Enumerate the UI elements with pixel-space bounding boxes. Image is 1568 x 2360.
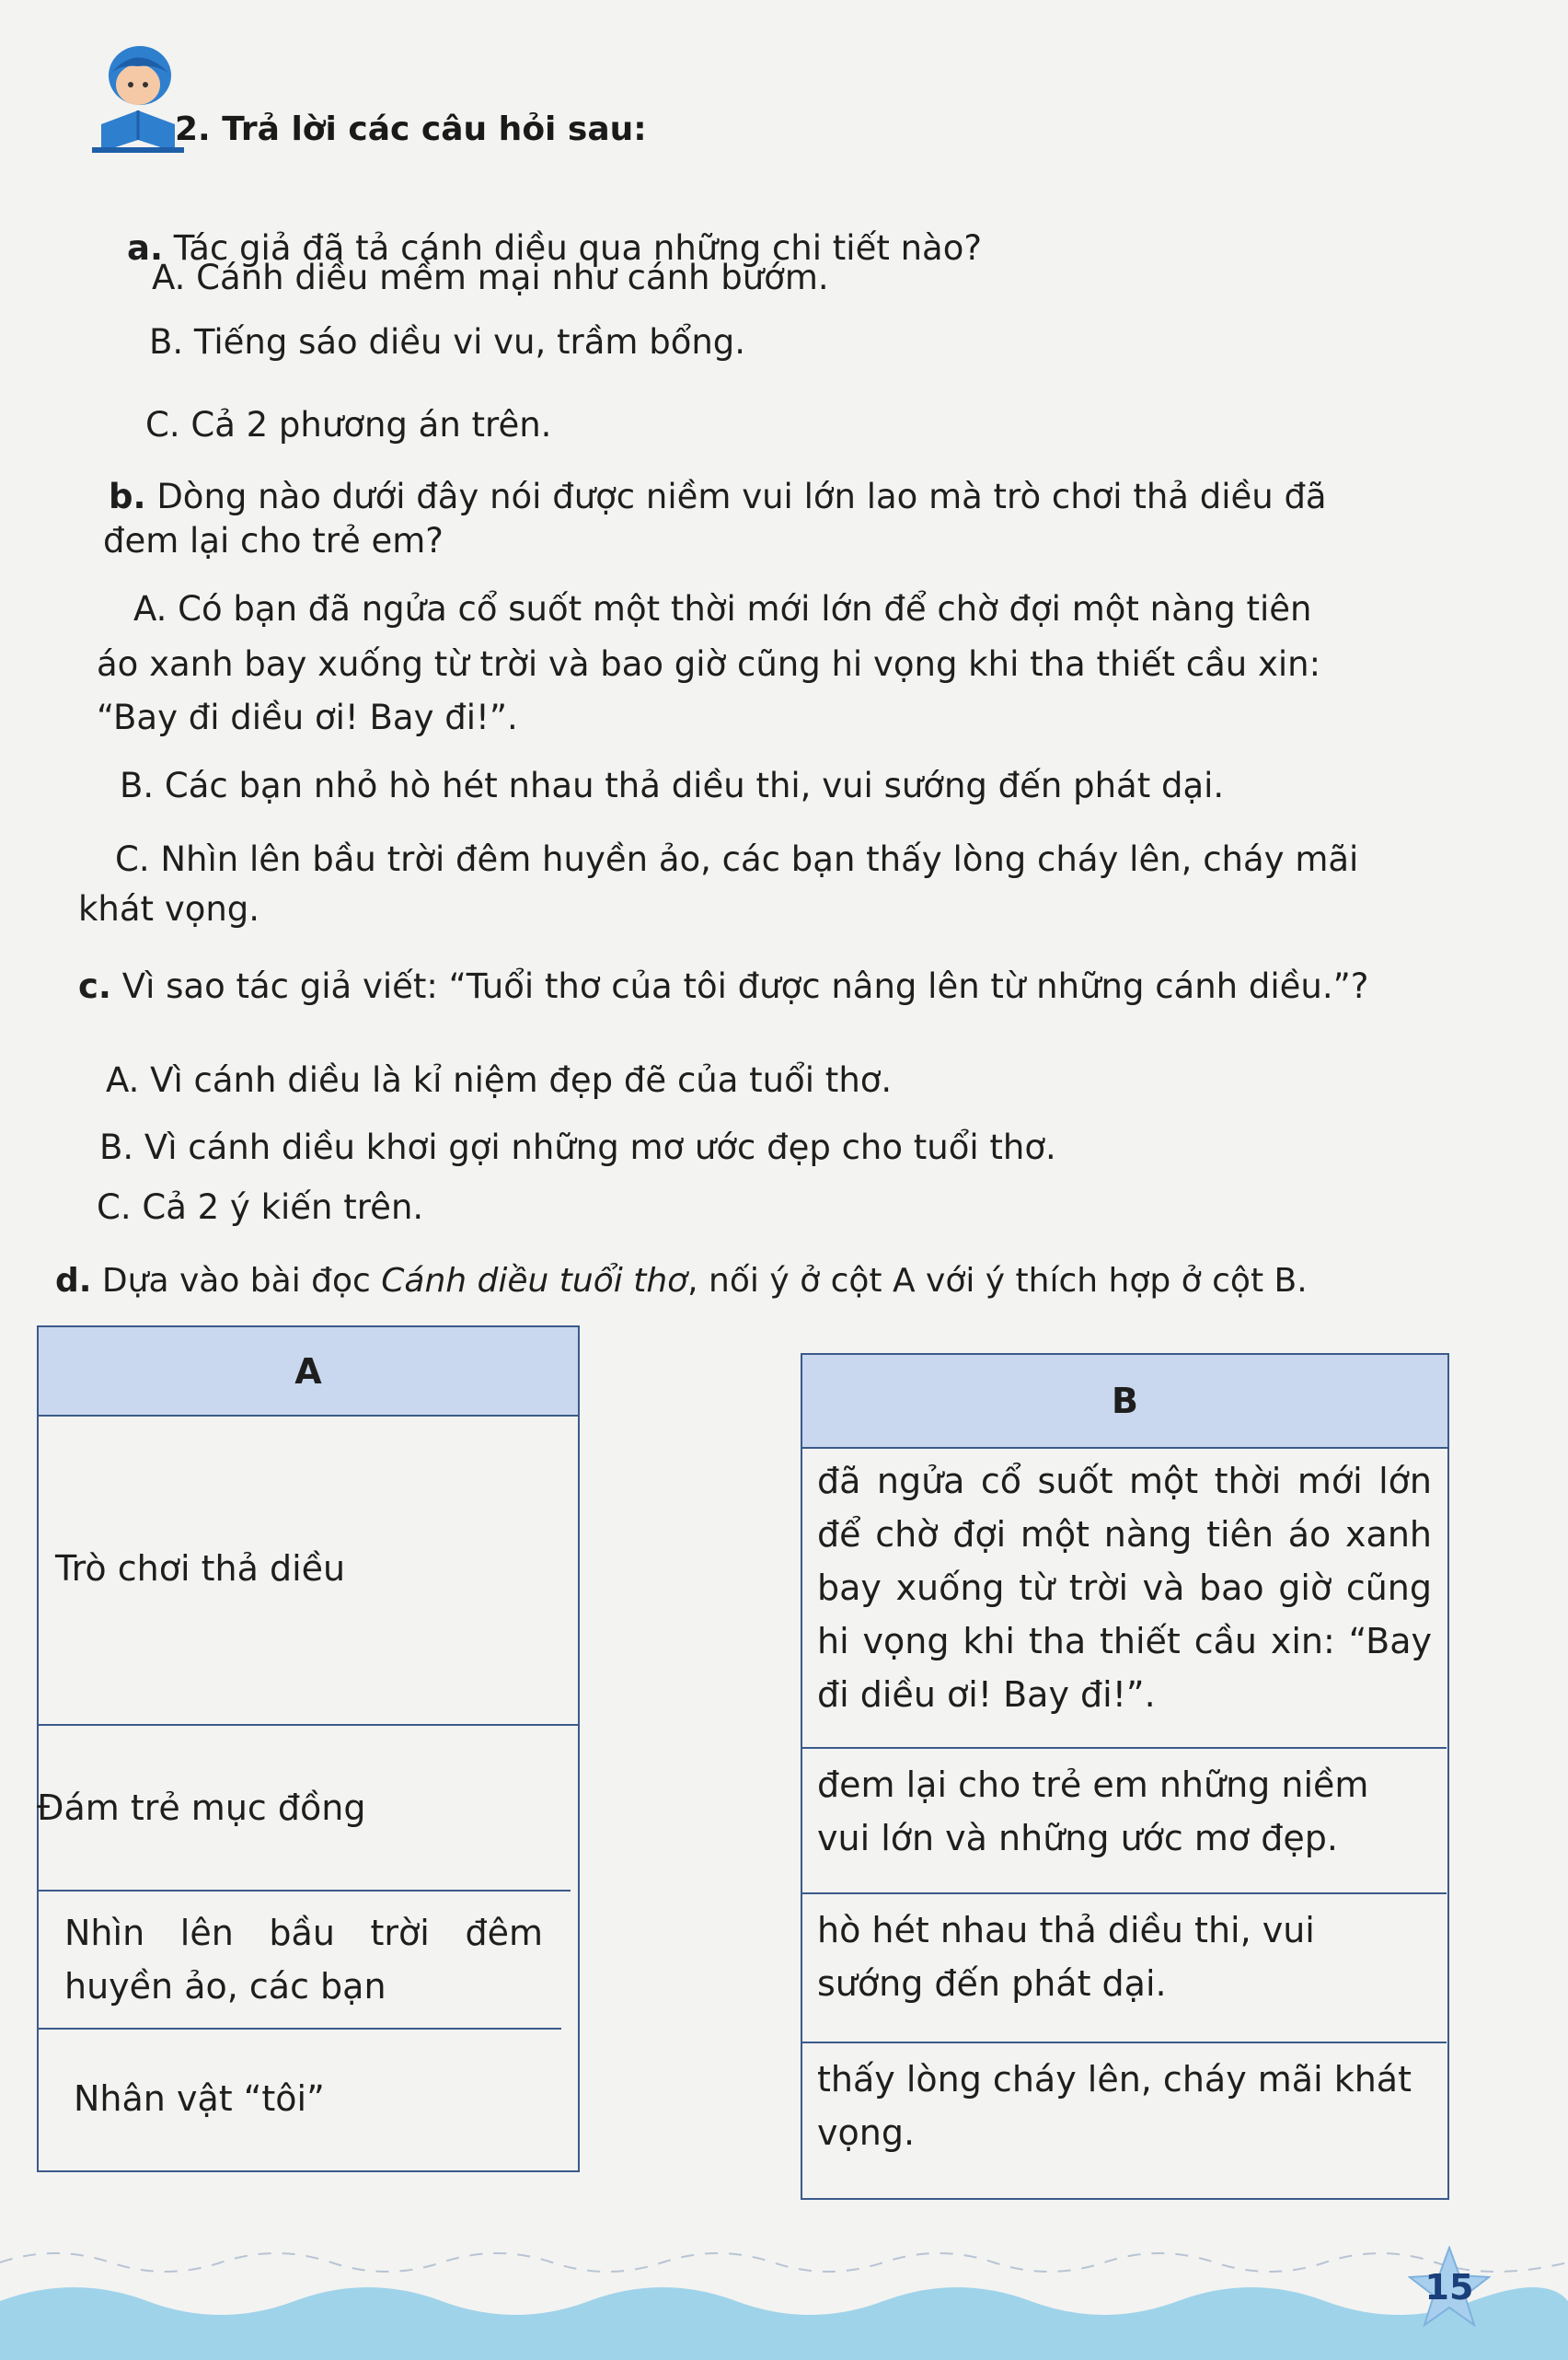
question-d-text-italic: Cánh diều tuổi thơ xyxy=(381,1262,688,1300)
question-c xyxy=(78,966,1368,1007)
column-b-header: B xyxy=(802,1355,1447,1449)
question-c-option-b: B. Vì cánh diều khơi gợi những mơ ước đẹp cho tuổi thơ. xyxy=(99,1128,1056,1167)
column-b-item-3: hò hét nhau thả diều thi, vui sướng đến phát dại. xyxy=(802,1894,1447,2043)
question-c-option-a: A. Vì cánh diều là kỉ niệm đẹp đẽ của tuổi thơ. xyxy=(106,1060,893,1100)
question-c-text: Vì sao tác giả viết: “Tuổi thơ của tôi được nâng lên từ những cánh diều.”? xyxy=(121,966,1369,1006)
question-d-text-after: , nối ý ở cột A với ý thích hợp ở cột B. xyxy=(687,1262,1308,1300)
column-a-item-4: Nhân vật “tôi” xyxy=(74,2078,325,2119)
question-c-option-c: C. Cả 2 ý kiến trên. xyxy=(97,1187,424,1227)
question-b-option-a-line2: áo xanh bay xuống từ trời và bao giờ cũng hi vọng khi tha thiết cầu xin: xyxy=(97,644,1321,684)
page-number: 15 xyxy=(1424,2267,1474,2308)
column-b-item-1: đã ngửa cổ suốt một thời mới lớn để chờ đợi một nàng tiên áo xanh bay xuống từ trời và bao giờ cũng hi vọng khi tha thiết cầu xin: “Bay đi diều ơi! Bay đi!”. xyxy=(802,1445,1447,1749)
question-a-option-a: A. Cánh diều mềm mại như cánh bướm. xyxy=(152,258,829,297)
question-b-option-a-line1: A. Có bạn đã ngửa cổ suốt một thời mới lớn để chờ đợi một nàng tiên xyxy=(133,589,1312,629)
column-b-item-4: thấy lòng cháy lên, cháy mãi khát vọng. xyxy=(817,2059,1412,2153)
question-a-label: a. xyxy=(127,228,164,268)
column-a-item-2: Đám trẻ mục đồng xyxy=(37,1726,571,1891)
question-d-label: d. xyxy=(55,1262,92,1300)
column-a-item-3: Nhìn lên bầu trời đêm huyền ảo, các bạn xyxy=(37,1891,561,2030)
page-number-badge xyxy=(1408,2246,1491,2329)
exercise-title: 2. Trả lời các câu hỏi sau: xyxy=(175,110,647,148)
question-c-label: c. xyxy=(78,966,111,1006)
question-b xyxy=(109,477,1327,517)
column-a-item-1: Trò chơi thả diều xyxy=(37,1413,580,1726)
question-b-option-c-line2: khát vọng. xyxy=(78,889,260,929)
question-a-text: Tác giả đã tả cánh diều qua những chi tiết nào? xyxy=(173,228,983,268)
question-d-text-before: Dựa vào bài đọc xyxy=(101,1262,382,1300)
column-b-item-2: đem lại cho trẻ em những niềm vui lớn và những ước mơ đẹp. xyxy=(802,1749,1447,1894)
question-b-option-a-line3: “Bay đi diều ơi! Bay đi!”. xyxy=(97,698,518,737)
question-a-option-b: B. Tiếng sáo diều vi vu, trầm bổng. xyxy=(149,322,746,362)
question-d xyxy=(55,1261,1308,1301)
question-b-option-b: B. Các bạn nhỏ hò hét nhau thả diều thi, vui sướng đến phát dại. xyxy=(120,766,1225,805)
question-b-text-line2: đem lại cho trẻ em? xyxy=(103,521,444,561)
column-a-header: A xyxy=(39,1327,578,1417)
question-b-option-c-line1: C. Nhìn lên bầu trời đêm huyền ảo, các bạn thấy lòng cháy lên, cháy mãi xyxy=(115,839,1359,879)
question-a-option-c: C. Cả 2 phương án trên. xyxy=(145,405,552,445)
question-b-text-line1: Dòng nào dưới đây nói được niềm vui lớn lao mà trò chơi thả diều đã xyxy=(156,477,1327,516)
wave-decoration xyxy=(0,2237,1568,2360)
question-b-label: b. xyxy=(109,477,146,516)
